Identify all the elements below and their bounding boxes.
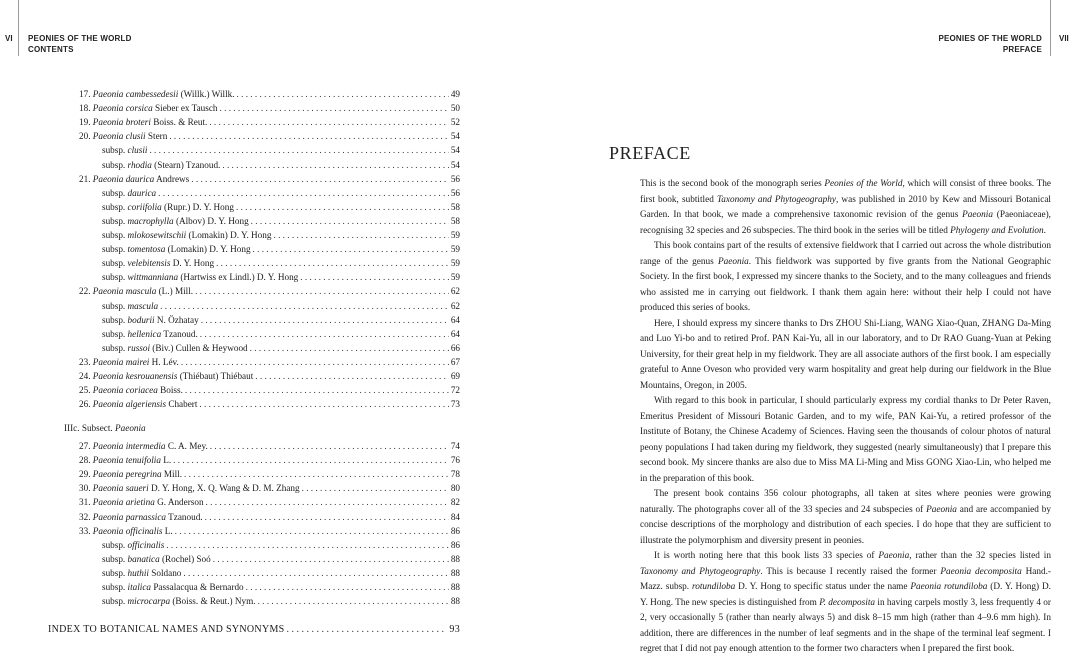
toc-entry-name: clusii <box>127 145 148 156</box>
leader-dots <box>185 384 449 397</box>
toc-entry-page: 56 <box>450 187 460 198</box>
toc-entry[interactable] <box>102 539 460 552</box>
leader-dots <box>287 623 448 636</box>
toc-entry-name: macrophylla <box>127 215 174 226</box>
toc-entry-authority: Mill. <box>161 469 183 480</box>
right-header-title: PEONIES OF THE WORLD <box>938 34 1042 43</box>
toc-entry-number: 33. <box>79 525 93 536</box>
toc-entry-authority: C. A. Mey. <box>165 441 208 451</box>
toc-entry[interactable] <box>79 356 460 369</box>
toc-entry-authority: L. <box>160 455 172 466</box>
toc-entry-name: Paeonia parnassica <box>92 511 167 522</box>
toc-entry-label <box>102 243 251 256</box>
toc-entry-page: 69 <box>450 371 460 381</box>
toc-entry-name: mlokosewitschii <box>127 230 187 240</box>
left-header-title: PEONIES OF THE WORLD <box>28 34 132 43</box>
toc-entry[interactable] <box>79 102 460 115</box>
toc-entry-name: daurica <box>127 187 157 198</box>
leader-dots <box>169 130 449 143</box>
toc-entry-label <box>102 539 164 552</box>
toc-entry-number: subsp. <box>102 567 128 578</box>
leader-dots <box>246 581 449 594</box>
toc-entry-label <box>102 187 156 200</box>
toc-index-entry[interactable] <box>48 623 460 636</box>
leader-dots <box>253 243 449 256</box>
toc-entry-label <box>102 567 181 580</box>
toc-entry-page: 59 <box>450 258 460 269</box>
toc-entry-authority: (Stearn) Tzanoud. <box>151 159 221 170</box>
toc-entry-number: subsp. <box>102 272 128 283</box>
toc-entry-name: Paeonia cambessedesii <box>92 89 179 99</box>
toc-entry-page: 64 <box>450 314 460 325</box>
toc-entry-number: 25. <box>79 385 93 396</box>
toc-entry-page: 50 <box>450 103 460 114</box>
toc-entry-label <box>79 511 203 524</box>
toc-entry[interactable] <box>102 328 460 341</box>
toc-entry-label <box>102 215 249 228</box>
toc-entry-name: coriifolia <box>127 201 162 212</box>
toc-entry[interactable] <box>102 187 460 200</box>
toc-entry-name: Paeonia mairei <box>92 356 150 367</box>
toc-entry[interactable] <box>102 215 460 228</box>
left-folio: VI <box>5 34 13 43</box>
toc-entry-name: huthii <box>127 567 149 578</box>
toc-entry-authority: Tzanoud. <box>166 511 203 522</box>
toc-entry[interactable] <box>79 173 460 186</box>
toc-entry-number: subsp. <box>102 201 128 212</box>
leader-dots <box>175 525 449 538</box>
left-header-section: CONTENTS <box>28 44 74 54</box>
toc-entry[interactable] <box>79 454 460 467</box>
toc-entry[interactable] <box>102 243 460 256</box>
toc-entry-authority: (Willk.) Willk. <box>178 89 235 99</box>
toc-entry-label <box>102 553 211 566</box>
toc-entry-authority: Chabert <box>166 399 198 410</box>
toc-entry[interactable] <box>79 525 460 538</box>
leader-dots <box>166 539 449 552</box>
toc-entry-authority: (Biv.) Cullen & Heywood <box>150 342 248 353</box>
section-prefix: IIIc. Subsect. <box>64 423 116 433</box>
right-running-header <box>938 34 1042 55</box>
toc-entry-authority: Tzanoud. <box>161 328 198 339</box>
toc-entry[interactable] <box>79 384 460 397</box>
toc-entry-name: microcarpa <box>127 596 171 607</box>
toc-entry-label <box>102 271 298 284</box>
toc-entry-number: 19. <box>79 117 93 128</box>
left-header-rule <box>18 0 19 56</box>
toc-entry-label <box>79 525 173 538</box>
leader-dots <box>255 370 449 383</box>
toc-entry-page: 54 <box>450 131 460 142</box>
toc-entry-number: subsp. <box>102 539 128 550</box>
toc-entry-name: hellenica <box>127 328 162 339</box>
toc-entry-number: subsp. <box>102 342 128 353</box>
toc-entry-page: 59 <box>450 244 460 255</box>
toc-entry[interactable] <box>102 201 460 214</box>
right-header-rule <box>1050 0 1051 56</box>
toc-entry-authority: (Boiss. & Reut.) Nym. <box>170 596 256 607</box>
toc-entry-name: officinalis <box>127 539 165 550</box>
toc-entry[interactable] <box>102 300 460 313</box>
toc-entry-label <box>102 595 256 608</box>
leader-dots <box>158 187 449 200</box>
toc-entry-label <box>79 356 179 369</box>
preface-paragraph: This is the second book of the monograph series Peonies of the World, which will consist of three books. The first book, subtitled Taxonomy and Phytogeography, was published in 2010 by Kew and Missouri Botanical Garden. In that book, we made a comprehensive taxonomic revision of the genus Paeonia (Paeoniaceae), recognising 32 species and 26 subspecies. The third book in the series will be titled Phylogeny and Evolution. <box>640 179 1052 236</box>
toc-entry-label <box>79 398 197 411</box>
toc-entry-label <box>79 88 235 101</box>
leader-dots <box>195 285 449 298</box>
toc-entry-page: 49 <box>450 89 460 99</box>
toc-entry-number: 31. <box>79 497 93 508</box>
toc-entry-name: Paeonia arietina <box>92 497 155 508</box>
right-header-section: PREFACE <box>1002 44 1042 54</box>
toc-entry[interactable] <box>102 271 460 284</box>
toc-entry-label <box>102 229 271 242</box>
toc-entry[interactable] <box>102 144 460 157</box>
toc-entry-name: Paeonia intermedia <box>92 441 166 451</box>
toc-entry-page: 64 <box>450 328 460 339</box>
toc-entry-authority: Stern <box>145 131 168 142</box>
toc-entry[interactable] <box>79 370 460 383</box>
toc-entry-number: subsp. <box>102 159 128 170</box>
leader-dots <box>201 314 449 327</box>
toc-entry-label <box>102 257 214 270</box>
toc-entry-page: 67 <box>450 356 460 367</box>
toc-entry-label <box>79 454 171 467</box>
toc-entry-label <box>102 314 199 327</box>
toc-entry-page: 58 <box>450 215 460 226</box>
toc-entry-name: Paeonia clusii <box>92 131 146 142</box>
toc-entry-page: 78 <box>450 469 460 480</box>
toc-entry-label <box>79 102 218 115</box>
leader-dots <box>236 201 449 214</box>
leader-dots <box>250 342 449 355</box>
toc-entry-authority: (Rochel) Soó <box>159 553 211 564</box>
leader-dots <box>181 356 449 369</box>
preface-paragraph: The present book contains 356 colour photographs, all taken at sites where peonies were growing naturally. The photographs cover all of the 33 species and 24 subspecies of Paeonia and are accompanied by concise descriptions of the morphology and distribution of each species. I do hope that they are sufficient to illustrate the polymorphism and diversity present in peonies. <box>640 489 1051 546</box>
toc-entry-name: italica <box>127 582 152 592</box>
index-label: INDEX TO BOTANICAL NAMES AND SYNONYMS <box>48 624 285 635</box>
toc-entry-label <box>102 201 234 214</box>
toc-entry[interactable] <box>79 116 460 129</box>
toc-entry-label <box>79 116 207 129</box>
toc-entry-page: 86 <box>450 525 460 536</box>
toc-entry-name: Paeonia officinalis <box>92 525 163 536</box>
leader-dots <box>191 173 449 186</box>
toc-entry[interactable] <box>79 130 460 143</box>
preface-paragraph: Here, I should express my sincere thanks to Drs ZHOU Shi-Liang, WANG Xiao-Quan, ZHANG Da-Ming and Luo Yi-bo and to retired Prof. PAN Kai-Yu, all in our laboratory, and to Dr RAO Guang-Yuan at Peking University, for their great help in my fieldwork. They are all associate authors of the first book. I am especially grateful to Anne Oveson who provided very warm hospitality and great help during our fieldwork in the Blue Mountains, Oregon, in 2005. <box>640 318 1051 391</box>
toc-entry-number: subsp. <box>102 258 128 269</box>
toc-entry-number: subsp. <box>102 187 128 198</box>
left-running-header <box>28 34 132 55</box>
toc-entry-authority: (Lomakin) D. Y. Hong <box>165 244 251 255</box>
toc-entry-authority: (Hartwiss ex Lindl.) D. Y. Hong <box>178 272 299 283</box>
toc-entry[interactable] <box>102 595 460 608</box>
toc-entry-authority: Sieber ex Tausch <box>152 103 218 114</box>
leader-dots <box>160 300 449 313</box>
toc-entry-name: russoi <box>127 342 150 353</box>
leader-dots <box>220 102 449 115</box>
toc-entry-authority: (Thiébaut) Thiébaut <box>177 371 254 381</box>
toc-entry-authority: (Rupr.) D. Y. Hong <box>161 201 234 212</box>
toc-entry-authority: (L.) Mill. <box>156 286 194 297</box>
toc-entry-label <box>102 581 244 594</box>
toc-entry-name: Paeonia tenuifolia <box>92 455 161 466</box>
toc-entry-label <box>102 300 158 313</box>
toc-entry[interactable] <box>79 398 460 411</box>
toc-entry-page: 74 <box>450 441 460 451</box>
toc-entry-number: 22. <box>79 286 93 297</box>
toc-entry-number: 28. <box>79 455 93 466</box>
toc-entry-page: 88 <box>450 553 460 564</box>
toc-entry-authority: L. <box>162 525 173 536</box>
toc-entry-name: Paeonia kesrouanensis <box>92 371 178 381</box>
leader-dots <box>205 511 449 524</box>
toc-entry-page: 62 <box>450 286 460 297</box>
toc-entry-number: 24. <box>79 371 93 381</box>
toc-entry-page: 54 <box>450 159 460 170</box>
toc-entry-number: subsp. <box>102 145 128 156</box>
toc-entry-name: Paeonia broteri <box>92 117 151 128</box>
toc-entry-name: Paeonia daurica <box>92 173 155 184</box>
toc-entry-page: 73 <box>450 399 460 410</box>
toc-entry-authority: Passalacqua & Bernardo <box>151 582 244 592</box>
toc-entry-number: 17. <box>79 89 93 99</box>
toc-entry-number: 20. <box>79 131 93 142</box>
toc-entry-number: 26. <box>79 399 93 410</box>
leader-dots <box>183 567 448 580</box>
toc-entry-number: subsp. <box>102 314 128 325</box>
toc-entry-name: mascula <box>127 300 159 311</box>
leader-dots <box>216 257 449 270</box>
preface-body <box>640 177 1051 658</box>
toc-entry-authority: Boiss. <box>157 385 183 396</box>
toc-entry-number: 21. <box>79 173 93 184</box>
preface-title: PREFACE <box>609 143 691 163</box>
toc-entry-authority: H. Lév. <box>149 356 179 367</box>
toc-entry-label <box>79 468 182 481</box>
toc-entry-label <box>79 440 208 453</box>
toc-entry-number: subsp. <box>102 300 128 311</box>
toc-entry-number: subsp. <box>102 553 128 564</box>
toc-entry-name: Paeonia corsica <box>92 103 153 114</box>
leader-dots <box>209 116 449 129</box>
toc-entry-authority: N. Özhatay <box>154 314 199 325</box>
leader-dots <box>184 468 449 481</box>
toc-entry-page: 88 <box>450 567 460 578</box>
toc-entry-authority: Boiss. & Reut. <box>150 117 208 128</box>
toc-entry-name: banatica <box>127 553 160 564</box>
preface-paragraph: With regard to this book in particular, I should particularly express my cordial thanks to Dr Peter Raven, Emeritus President of Missouri Botanic Garden, and to my wife, PAN Kai-Yu, a retired professor of the Institute of Botany, the Chinese Academy of Sciences. Having seen the thousands of colour photos of natural peony populations I had taken during my fieldwork, they suggested (nearly simultaneously) that I prepare this second book. My sincere thanks are also due to Miss MA Li-Ming and Miss GONG Xiao-Lin, who helped me in the preparation of this book. <box>640 396 1051 484</box>
toc-entry-authority: Soldano <box>148 567 182 578</box>
toc-entry-name: wittmanniana <box>127 272 179 283</box>
toc-entry-label <box>79 285 193 298</box>
toc-entry[interactable] <box>102 229 460 242</box>
toc-entry[interactable] <box>102 257 460 270</box>
toc-entry-number: subsp. <box>102 328 128 339</box>
toc-entry-authority: (Albov) D. Y. Hong <box>173 215 249 226</box>
toc-entry-label <box>79 482 300 495</box>
leader-dots <box>213 553 449 566</box>
toc-entry-page: 66 <box>450 342 460 353</box>
toc-entry-label <box>102 159 220 172</box>
toc-entry-page: 58 <box>450 201 460 212</box>
toc-entry-page: 72 <box>450 385 460 396</box>
toc-entry[interactable] <box>79 440 460 453</box>
toc-entry-name: Paeonia peregrina <box>92 469 162 480</box>
toc-entry-number: 32. <box>79 511 93 522</box>
toc-entry-number: subsp. <box>102 582 128 592</box>
leader-dots <box>300 271 449 284</box>
toc-entry-page: 59 <box>450 272 460 283</box>
toc-entry-name: Paeonia mascula <box>92 286 157 297</box>
toc-entry-page: 54 <box>450 145 460 156</box>
toc-entry-name: Paeonia coriacea <box>92 385 158 396</box>
leader-dots <box>222 159 448 172</box>
toc-entry-page: 52 <box>450 117 460 128</box>
toc-entry-label <box>79 384 183 397</box>
preface-paragraph: It is worth noting here that this book lists 33 species of Paeonia, rather than the 32 species listed in Taxonomy and Phytogeography. This is because I recently raised the former Paeonia decomposita Hand.-Mazz. subsp. rotundiloba D. Y. Hong to specific status under the name Paeonia rotundiloba (D. Y. Hong) D. Y. Hong. The new species is distinguished from P. decomposita in having carpels mostly 3, less frequently 4 or 2, very occasionally 5 (rather than nearly always 5) and disk 8–15 mm high (rather than 4–9.6 mm high). In addition, there are differences in the number of leaf segments and in the shape of the terminal leaf segment. I regret that I did not pay enough attention to the former two characters when I prepared the first book. <box>640 551 1052 654</box>
leader-dots <box>273 229 448 242</box>
toc-entry-number: 30. <box>79 483 93 494</box>
toc-entry[interactable] <box>102 342 460 355</box>
preface-paragraph: This book contains part of the results of extensive fieldwork that I carried out across the whole distribution range of the genus Paeonia. This fieldwork was supported by five grants from the National Geographic Society. In the first book, I expressed my sincere thanks to the Society, and to the many colleagues and friends who assisted me in carrying out fieldwork. I thank them again here: without their help I could not have produced this series of books. <box>640 241 1051 313</box>
toc-entry[interactable] <box>102 567 460 580</box>
index-page: 93 <box>449 624 460 635</box>
leader-dots <box>173 454 449 467</box>
toc-entry-name: Paeonia algeriensis <box>92 399 167 410</box>
toc-section-label <box>64 423 146 433</box>
leader-dots <box>237 88 449 101</box>
toc-entry-page: 56 <box>450 173 460 184</box>
toc-entry-name: Paeonia saueri <box>92 483 149 494</box>
toc-entry-name: rhodia <box>127 159 152 170</box>
leader-dots <box>258 595 449 608</box>
toc-entry-authority: G. Anderson <box>154 497 204 508</box>
toc-entry-number: subsp. <box>102 215 128 226</box>
leader-dots <box>149 144 448 157</box>
toc-entry-page: 84 <box>450 511 460 522</box>
toc-entry-label <box>79 130 167 143</box>
leader-dots <box>210 440 449 453</box>
toc-entry-label <box>102 328 198 341</box>
toc-entry[interactable] <box>102 159 460 172</box>
toc-entry[interactable] <box>102 553 460 566</box>
toc-entry-page: 76 <box>450 455 460 466</box>
toc-entry[interactable] <box>79 496 460 509</box>
toc-entry-authority: Andrews <box>154 173 190 184</box>
leader-dots <box>206 496 449 509</box>
toc-entry-label <box>102 342 248 355</box>
toc-entry-name: tomentosa <box>127 244 166 255</box>
leader-dots <box>199 398 448 411</box>
toc-entry-label <box>102 144 147 157</box>
toc-entry-number: subsp. <box>102 596 128 607</box>
toc-entry-label <box>79 173 189 186</box>
toc-entry-page: 62 <box>450 300 460 311</box>
toc-entry[interactable] <box>79 88 460 101</box>
toc-entry-number: 27. <box>79 441 93 451</box>
toc-entry-number: subsp. <box>102 244 128 255</box>
toc-entry-name: velebitensis <box>127 258 171 269</box>
toc-entry-authority: D. Y. Hong, X. Q. Wang & D. M. Zhang <box>148 483 300 494</box>
toc-entry-page: 80 <box>450 483 460 494</box>
toc-entry-label <box>79 496 204 509</box>
right-folio: VII <box>1059 34 1069 43</box>
toc-entry-authority: D. Y. Hong <box>170 258 215 269</box>
toc-entry[interactable] <box>79 482 460 495</box>
toc-entry-page: 88 <box>450 582 460 592</box>
toc-entry[interactable] <box>79 468 460 481</box>
toc-entry-number: 18. <box>79 103 93 114</box>
toc-entry-page: 59 <box>450 230 460 240</box>
toc-entry[interactable] <box>79 511 460 524</box>
leader-dots <box>251 215 449 228</box>
toc-entry-page: 82 <box>450 497 460 508</box>
leader-dots <box>200 328 449 341</box>
toc-entry[interactable] <box>102 314 460 327</box>
toc-entry-name: bodurii <box>127 314 155 325</box>
toc-entry-number: 23. <box>79 356 93 367</box>
toc-entry-page: 86 <box>450 539 460 550</box>
toc-entry[interactable] <box>79 285 460 298</box>
toc-entry-label <box>79 370 253 383</box>
toc-entry-number: subsp. <box>102 230 128 240</box>
leader-dots <box>302 482 449 495</box>
toc-entry-number: 29. <box>79 469 93 480</box>
toc-entry[interactable] <box>102 581 460 594</box>
toc-entry-page: 88 <box>450 596 460 607</box>
section-name: Paeonia <box>115 423 146 433</box>
toc-entry-authority: (Lomakin) D. Y. Hong <box>186 230 272 240</box>
